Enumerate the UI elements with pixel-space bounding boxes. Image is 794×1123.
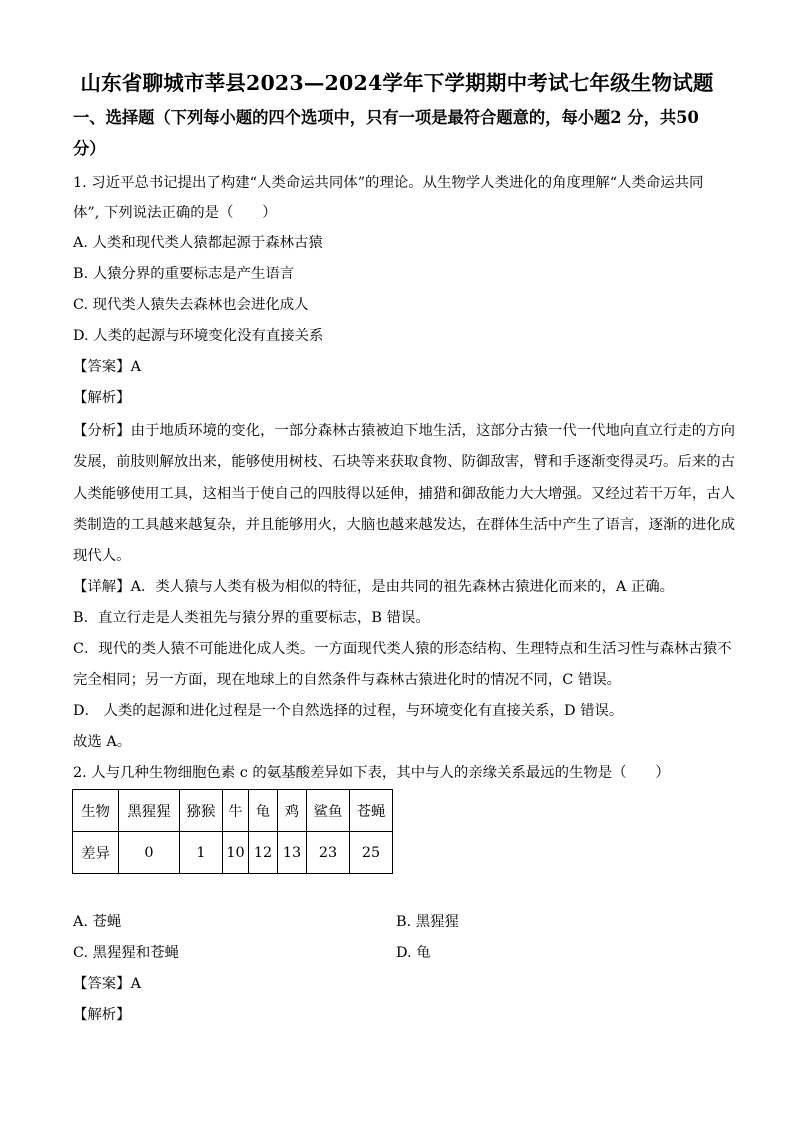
- table-cell: 猕猴: [180, 790, 223, 832]
- section-heading-cont: 分）: [73, 139, 106, 158]
- table-row: [73, 832, 393, 874]
- section-heading: 一、选择题（下列每小题的四个选项中，只有一项是最符合题意的，每小题2 分，共50: [73, 108, 699, 127]
- table-cell: 牛: [223, 790, 249, 832]
- table-cell: 苍蝇: [350, 790, 393, 832]
- q2-answer: 【答案】A: [73, 976, 141, 992]
- table-cell: 1: [180, 832, 223, 874]
- q1-answer: 【答案】A: [73, 359, 141, 375]
- table-cell: 12: [249, 832, 278, 874]
- q1-stem: 1. 习近平总书记提出了构建“人类命运共同体”的理论。从生物学人类进化的角度理解“人类命运共同: [73, 175, 704, 191]
- q2-option-d: D. 龟: [396, 945, 431, 961]
- q1-option-c: C. 现代类人猿失去森林也会进化成人: [73, 297, 309, 313]
- q2-option-c: C. 黑猩猩和苍蝇: [73, 945, 179, 961]
- table-cell: 鲨鱼: [307, 790, 350, 832]
- table-cell: 10: [223, 832, 249, 874]
- q1-detail-line: C．现代的类人猿不可能进化成人类。一方面现代类人猿的形态结构、生理特点和生活习性与森林古猿不: [73, 641, 732, 657]
- q1-detail-line: 【详解】A．类人猿与人类有极为相似的特征，是由共同的祖先森林古猿进化而来的，A 正确。: [73, 579, 674, 595]
- table-cell: 0: [119, 832, 180, 874]
- q1-analysis-line: 发展，前肢则解放出来，能够使用树枝、石块等来获取食物、防御敌害，臂和手逐渐变得灵巧。后来的古: [73, 454, 735, 470]
- q1-analysis-line: 人类能够使用工具，这相当于使自己的四肢得以延伸，捕猎和御敌能力大大增强。又经过若干万年，古人: [73, 486, 735, 502]
- q1-detail-line: 故选 A。: [73, 734, 132, 750]
- table-cell: 23: [307, 832, 350, 874]
- q1-analysis-line: 类制造的工具越来越复杂，并且能够用火，大脑也越来越发达，在群体生活中产生了语言，逐渐的进化成: [73, 517, 735, 533]
- q1-detail-line: D． 人类的起源和进化过程是一个自然选择的过程，与环境变化有直接关系，D 错误。: [73, 703, 624, 719]
- table-cell: 龟: [249, 790, 278, 832]
- q1-detail-line: B．直立行走是人类祖先与猿分界的重要标志，B 错误。: [73, 610, 430, 626]
- table-cell: 生物: [73, 790, 119, 832]
- table-cell: 差异: [73, 832, 119, 874]
- q1-stem-cont: 体”, 下列说法正确的是（ ）: [73, 205, 277, 221]
- q2-option-b: B. 黑猩猩: [396, 914, 459, 930]
- table-cell: 黑猩猩: [119, 790, 180, 832]
- q2-stem: 2. 人与几种生物细胞色素 c 的氨基酸差异如下表，其中与人的亲缘关系最远的生物是（ ）: [73, 765, 670, 781]
- q1-option-b: B. 人猿分界的重要标志是产生语言: [73, 266, 295, 282]
- table-header-row: [73, 790, 393, 832]
- q1-analysis-tag: 【解析】: [73, 390, 131, 406]
- q2-analysis-tag: 【解析】: [73, 1007, 131, 1023]
- table-cell: 13: [278, 832, 307, 874]
- q1-analysis-line: 现代人。: [73, 548, 131, 564]
- q1-analysis-line: 【分析】由于地质环境的变化，一部分森林古猿被迫下地生活，这部分古猿一代一代地向直立行走的方向: [73, 423, 735, 439]
- table-cell: 25: [350, 832, 393, 874]
- q1-option-a: A. 人类和现代类人猿都起源于森林古猿: [73, 235, 323, 251]
- page-title: 山东省聊城市莘县2023—2024学年下学期期中考试七年级生物试题: [80, 71, 714, 95]
- q1-option-d: D. 人类的起源与环境变化没有直接关系: [73, 328, 324, 344]
- q1-detail-line: 完全相同；另一方面，现在地球上的自然条件与森林古猿进化时的情况不同，C 错误。: [73, 672, 622, 688]
- q2-option-a: A. 苍蝇: [73, 914, 122, 930]
- amino-acid-difference-table: [72, 789, 393, 874]
- table-cell: 鸡: [278, 790, 307, 832]
